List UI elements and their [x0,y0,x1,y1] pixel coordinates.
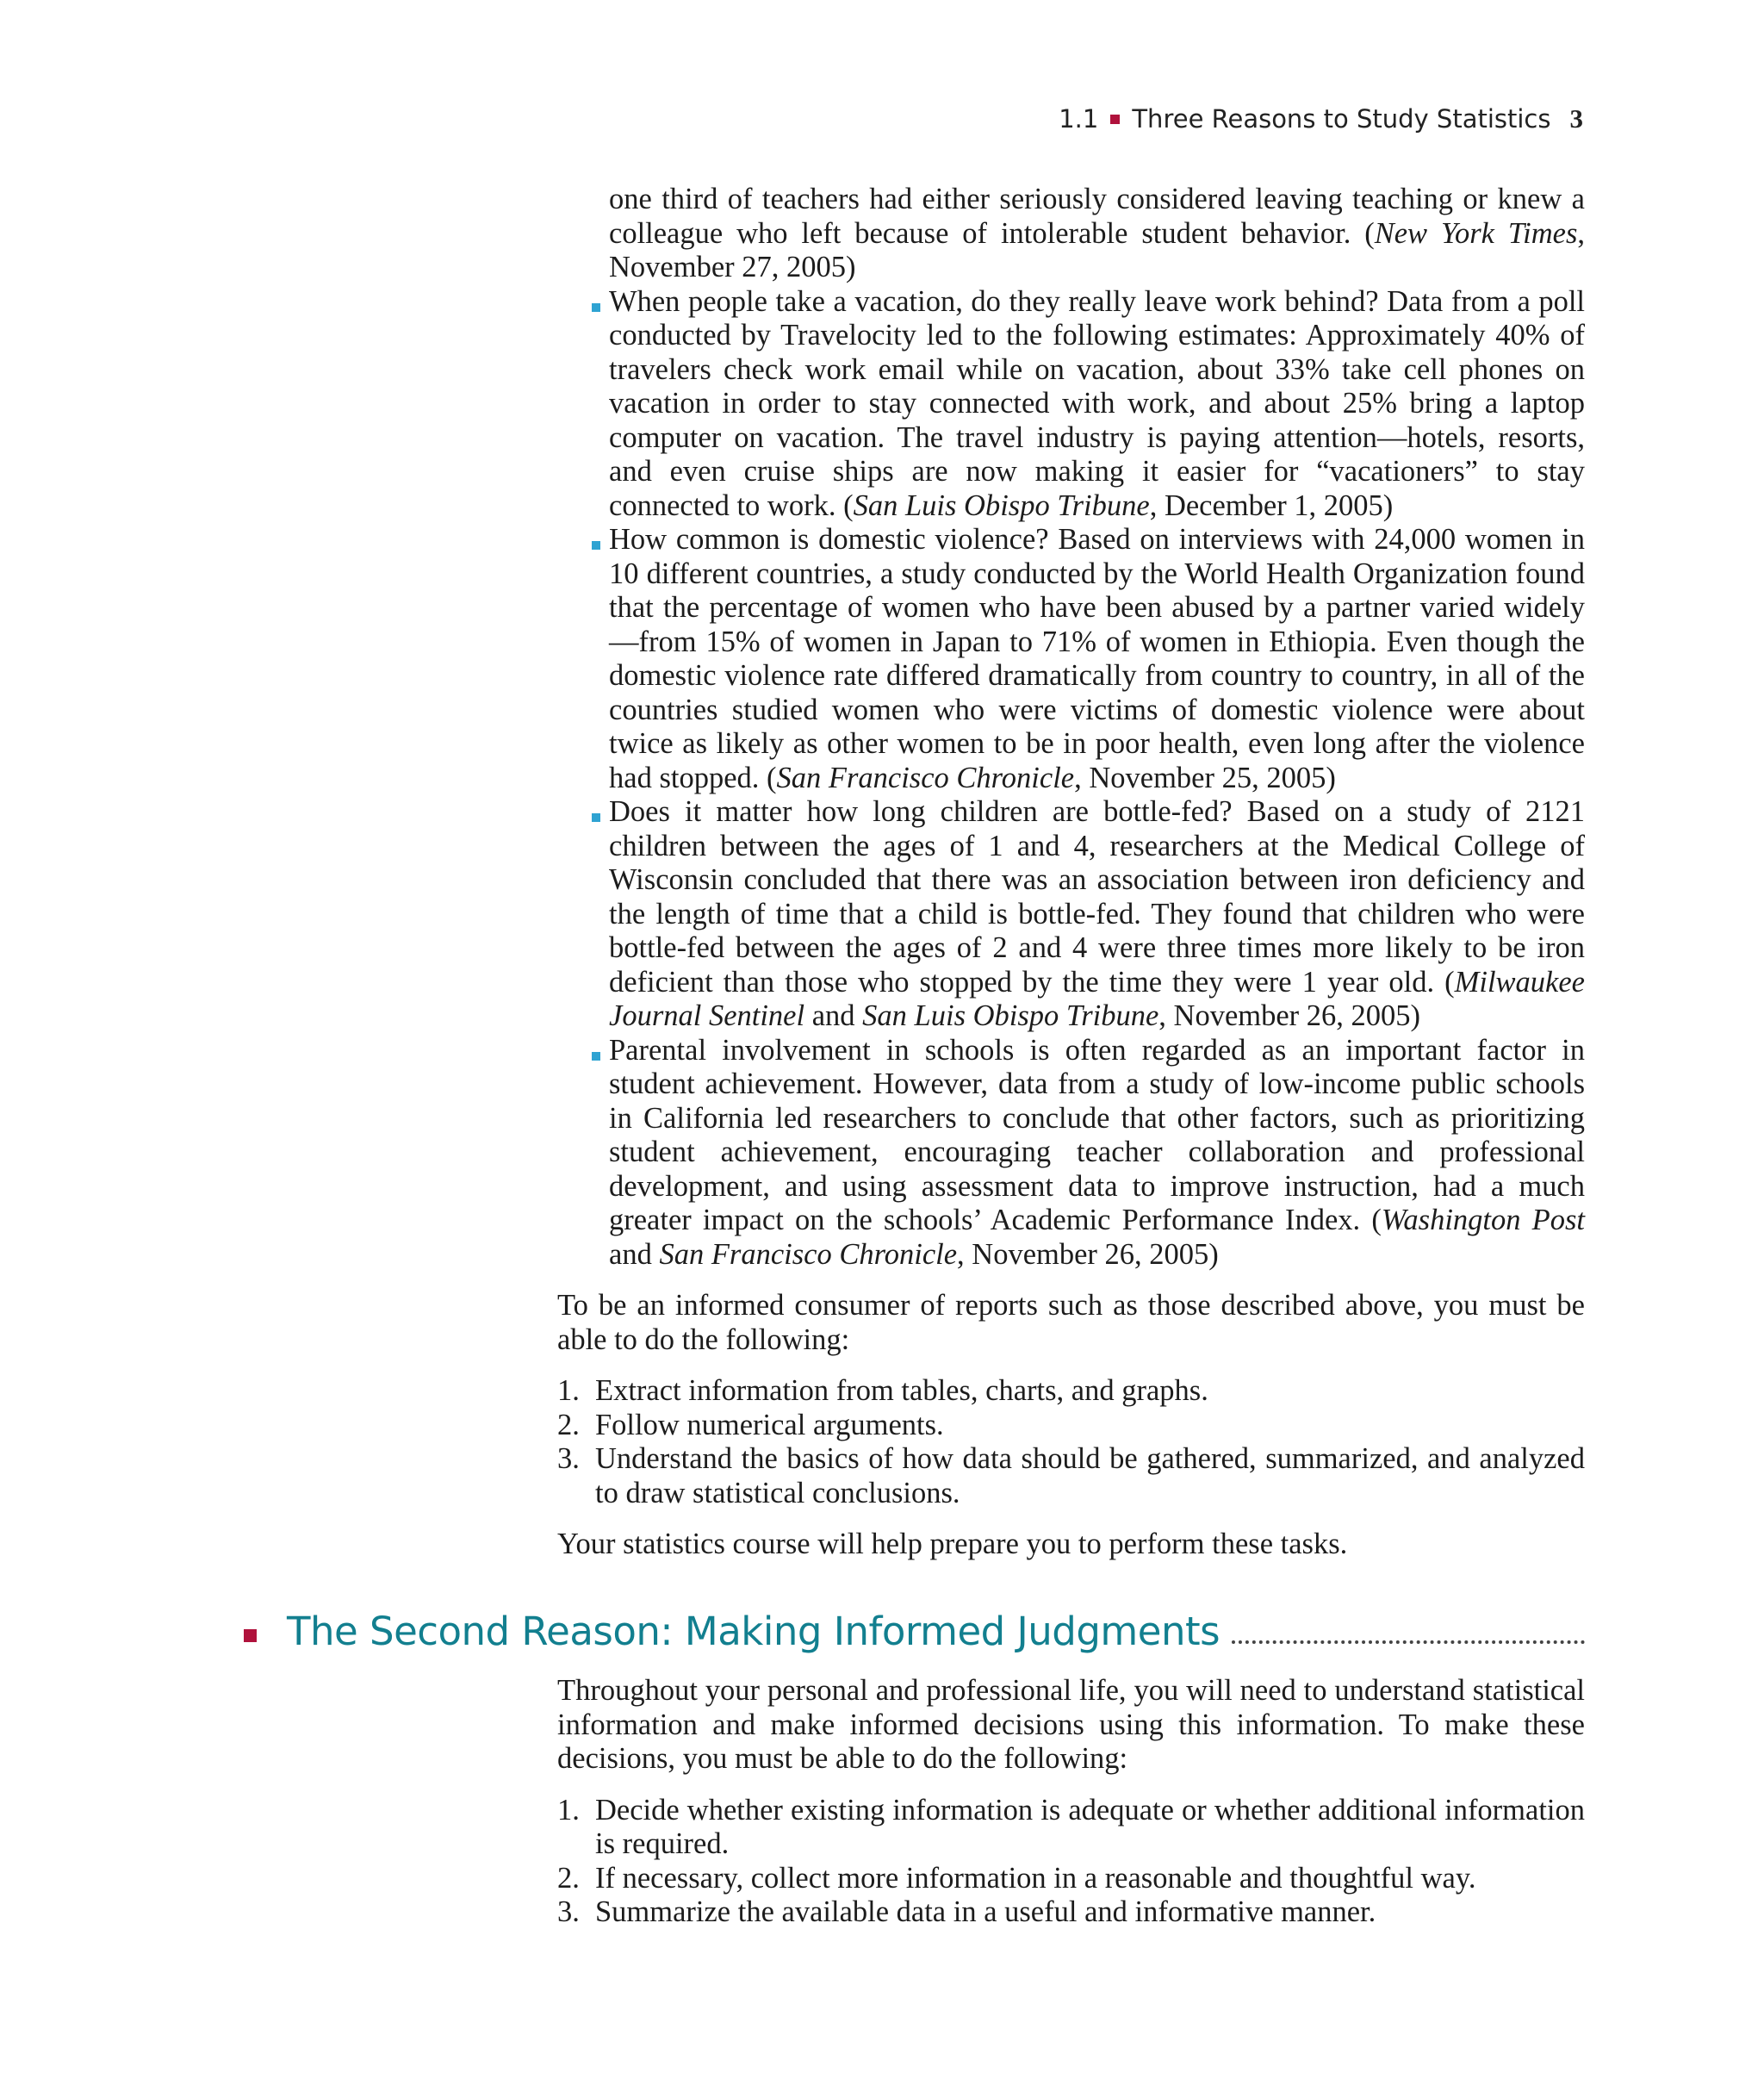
judgments-section [557,1674,1585,1930]
citation-date: , November 27, 2005) [609,216,1585,283]
list-item [557,1794,1585,1862]
section-number: 1.1 [1059,104,1099,134]
citation-date: , November 26, 2005) [957,1237,1219,1271]
citation-date: , November 25, 2005) [1074,761,1336,794]
bullet-square-icon [592,541,600,550]
list-item [557,285,1585,524]
list-item [557,523,1585,795]
running-head [722,102,1583,136]
paragraph-text: When people take a vacation, do they really leave work behind? Data from a poll conducted by Travelocity led to the following estimates: Approximately 40% of travelers check work email while on vacation, about 33% take cell phones on vacation in order to stay connected with work, and about 25% bring a laptop computer on vacation. The travel industry is paying attention—hotels, resorts, and even cruise ships are now making it easier for “vacationers” to stay connected to work. ( [609,284,1585,522]
page-number: 3 [1569,103,1583,134]
source-citation: Milwaukee Journal Sentinel [609,965,1585,1032]
list-text: Summarize the available data in a useful and informative manner. [595,1895,1376,1928]
continued-paragraph [557,183,1585,285]
citation-conjunction: and [609,1237,660,1271]
dotted-leader [1232,1640,1585,1644]
list-number: 1. [557,1793,580,1827]
paragraph-text: Does it matter how long children are bottle-fed? Based on a study of 2121 children between the ages of 1 and 4, researchers at the Medical College of Wisconsin concluded that there was an association between iron deficiency and the length of time that a child is bottle-fed. They found that children who were bottle-fed between the ages of 2 and 4 were three times more likely to be iron deficient than those who stopped by the time they were 1 year old. ( [609,795,1585,999]
list-text: Decide whether existing information is adequate or whether additional information is required. [595,1793,1585,1860]
running-title: Three Reasons to Study Statistics [1132,104,1551,134]
heading-square-icon [244,1629,257,1642]
citation-conjunction: and [804,999,863,1032]
list-number: 3. [557,1895,580,1928]
list-number: 1. [557,1374,580,1407]
accent-square-icon [1110,115,1120,124]
list-item [557,1442,1585,1510]
source-citation: New York Times [1374,216,1578,250]
judgments-list [557,1794,1585,1930]
list-item [557,1409,1585,1443]
source-citation: San Luis Obispo Tribune [853,489,1150,522]
paragraph-text: one third of teachers had either seriously considered leaving teaching or knew a colleague who left because of intolerable student behavior. ( [609,183,1585,250]
list-number: 2. [557,1861,580,1895]
source-citation: Washington Post [1381,1204,1585,1236]
list-text: If necessary, collect more information in a reasonable and thoughtful way. [595,1861,1476,1895]
judgments-intro: Throughout your personal and professional life, you will need to understand statistical information and make informed decisions using this information. To make these decisions, you must be able to do the following: [557,1674,1585,1775]
consumer-closing: Your statistics course will help prepare you to perform these tasks. [557,1528,1348,1560]
citation-date: , November 26, 2005) [1158,999,1421,1032]
bullet-list [557,183,1585,1562]
list-text: Extract information from tables, charts, and graphs. [595,1374,1208,1407]
list-number: 2. [557,1408,580,1441]
list-text: Follow numerical arguments. [595,1408,944,1441]
consumer-intro: To be an informed consumer of reports such as those described above, you must be able to do the following: [557,1289,1585,1356]
source-citation: San Francisco Chronicle [776,761,1075,794]
section-heading [244,1602,1585,1654]
list-number: 3. [557,1442,580,1475]
list-item [557,1895,1585,1930]
bullet-square-icon [592,813,600,822]
section-heading-text: The Second Reason: Making Informed Judgments [287,1609,1221,1654]
consumer-skills-list [557,1374,1585,1510]
bullet-square-icon [592,303,600,312]
list-item [557,1374,1585,1409]
list-item [557,795,1585,1034]
list-item [557,1034,1585,1273]
paragraph-text: How common is domestic violence? Based on interviews with 24,000 women in 10 different countries, a study conducted by the World Health Organization found that the percentage of women who have been abused by a partner varied widely—from 15% of women in Japan to 71% of women in Ethiopia. Even though the domestic violence rate differed dramatically from country to country, in all of the countries studied women who were victims of domestic violence were about twice as likely as other women to be in poor health, even long after the violence had stopped. ( [609,523,1585,794]
paragraph-text: Parental involvement in schools is often regarded as an important factor in student achievement. However, data from a study of low-income public schools in California led researchers to conclude that other factors, such as prioritizing student achievement, encouraging teacher collaboration and professional development, and using assessment data to improve instruction, had a much greater impact on the schools’ Academic Performance Index. ( [609,1033,1585,1236]
list-text: Understand the basics of how data should be gathered, summarized, and analyzed to draw statistical conclusions. [595,1442,1585,1509]
citation-date: , December 1, 2005) [1149,489,1394,522]
list-item [557,1862,1585,1896]
bullet-square-icon [592,1052,600,1061]
source-citation: San Luis Obispo Tribune [862,999,1159,1032]
source-citation: San Francisco Chronicle [659,1237,958,1271]
